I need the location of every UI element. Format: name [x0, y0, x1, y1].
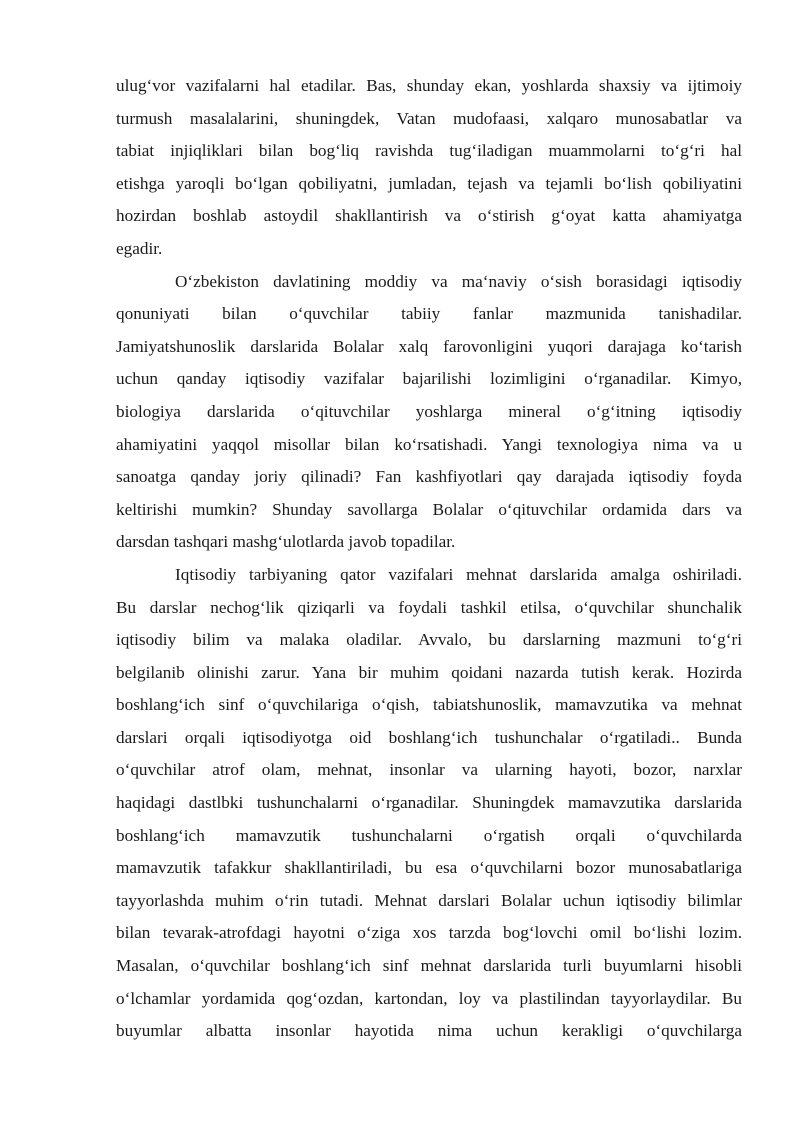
text-line: o‘quvchilar atrof olam, mehnat, insonlar va ularning hayoti, bozor, narxlar: [116, 760, 742, 780]
text-line: O‘zbekiston davlatining moddiy va ma‘naviy o‘sish borasidagi iqtisodiy: [175, 271, 742, 291]
text-line: bilan tevarak-atrofdagi hayotni o‘ziga xos tarzda bog‘lovchi omil bo‘lishi lozim.: [116, 923, 742, 943]
text-line: boshlang‘ich sinf o‘quvchilariga o‘qish, tabiatshunoslik, mamavzutika va mehnat: [116, 695, 742, 715]
document-body: [116, 70, 742, 1048]
text-line: darslari orqali iqtisodiyotga oid boshlang‘ich tushunchalar o‘rgatiladi.. Bunda: [116, 727, 742, 747]
text-line: Masalan, o‘quvchilar boshlang‘ich sinf mehnat darslarida turli buyumlarni hisobli: [116, 956, 742, 976]
text-line: Bu darslar nechog‘lik qiziqarli va foydali tashkil etilsa, o‘quvchilar shunchalik: [116, 597, 742, 617]
text-line: etishga yaroqli bo‘lgan qobiliyatni, jumladan, tejash va tejamli bo‘lish qobiliyatini: [116, 173, 742, 193]
text-line: uchun qanday iqtisodiy vazifalar bajarilishi lozimligini o‘rganadilar. Kimyo,: [116, 369, 742, 389]
text-line: ahamiyatini yaqqol misollar bilan ko‘rsatishadi. Yangi texnologiya nima va u: [116, 434, 742, 454]
text-line: turmush masalalarini, shuningdek, Vatan mudofaasi, xalqaro munosabatlar va: [116, 108, 742, 128]
text-line: o‘lchamlar yordamida qog‘ozdan, kartondan, loy va plastilindan tayyorlaydilar. Bu: [116, 988, 742, 1008]
text-line: darsdan tashqari mashg‘ulotlarda javob topadilar.: [116, 532, 456, 552]
text-line: egadir.: [116, 238, 163, 258]
text-line: haqidagi dastlbki tushunchalarni o‘rganadilar. Shuningdek mamavzutika darslarida: [116, 793, 742, 813]
text-line: sanoatga qanday joriy qilinadi? Fan kashfiyotlari qay darajada iqtisodiy foyda: [116, 467, 742, 487]
text-line: keltirishi mumkin? Shunday savollarga Bolalar o‘qituvchilar ordamida dars va: [116, 499, 742, 519]
text-line: mamavzutik tafakkur shakllantiriladi, bu esa o‘quvchilarni bozor munosabatlariga: [116, 858, 742, 878]
text-line: qonuniyati bilan o‘quvchilar tabiiy fanlar mazmunida tanishadilar.: [116, 304, 742, 324]
text-line: ulug‘vor vazifalarni hal etadilar. Bas, shunday ekan, yoshlarda shaxsiy va ijtimoiy: [116, 76, 742, 95]
text-line: boshlang‘ich mamavzutik tushunchalarni o‘rgatish orqali o‘quvchilarda: [116, 825, 742, 845]
text-line: iqtisodiy bilim va malaka oladilar. Avvalo, bu darslarning mazmuni to‘g‘ri: [116, 630, 742, 650]
text-line: Iqtisodiy tarbiyaning qator vazifalari mehnat darslarida amalga oshiriladi.: [175, 564, 742, 584]
text-line: tabiat injiqliklari bilan bog‘liq ravishda tug‘iladigan muammolarni to‘g‘ri hal: [116, 141, 742, 161]
text-line: hozirdan boshlab astoydil shakllantirish va o‘stirish g‘oyat katta ahamiyatga: [116, 206, 742, 226]
text-line: Jamiyatshunoslik darslarida Bolalar xalq farovonligini yuqori darajaga ko‘tarish: [116, 336, 742, 356]
text-line: belgilanib olinishi zarur. Yana bir muhim qoidani nazarda tutish kerak. Hozirda: [116, 662, 742, 682]
text-line: biologiya darslarida o‘qituvchilar yoshlarga mineral o‘g‘itning iqtisodiy: [116, 401, 742, 421]
text-line: buyumlar albatta insonlar hayotida nima uchun kerakligi o‘quvchilarga: [116, 1021, 742, 1041]
text-line: tayyorlashda muhim o‘rin tutadi. Mehnat darslari Bolalar uchun iqtisodiy bilimlar: [116, 890, 742, 910]
